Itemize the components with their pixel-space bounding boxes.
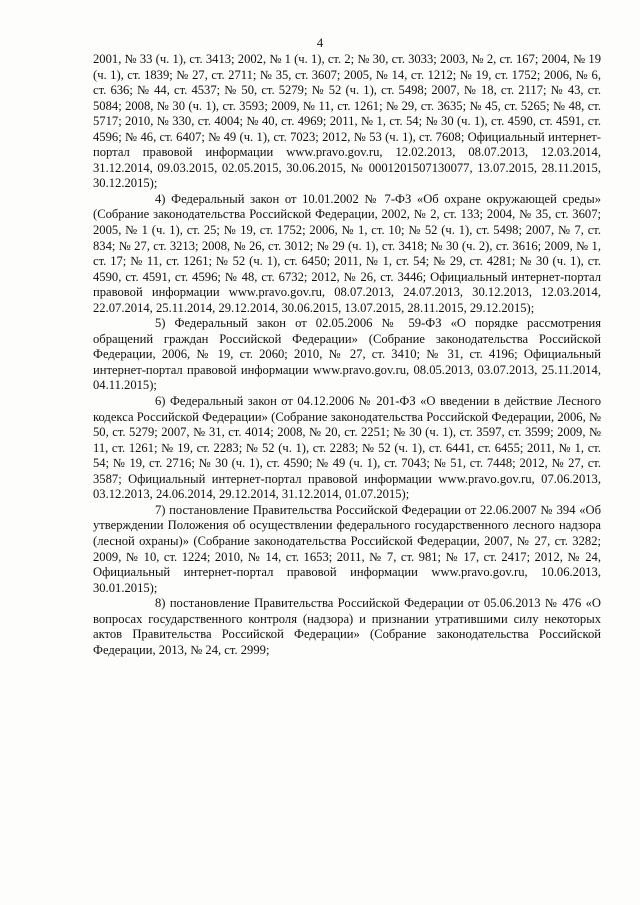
paragraph-continuation: 2001, № 33 (ч. 1), ст. 3413; 2002, № 1 (ч. 1), ст. 2; № 30, ст. 3033; 2003, № 2, ст. 167; 2004, № 19 (ч. 1), ст. 1839; № 27, ст. 2711; № 35, ст. 3607; 2005, № 14, ст. 1212; № 19, ст. 1752; 2006, № 6, ст. 636; № 44, ст. 4537; № 50, ст. 5279; № 52 (ч. 1), ст. 5498; 2007, № 18, ст. 2117; № 43, ст. 5084; 2008, № 30 (ч. 1), ст. 3593; 2009, № 11, ст. 1261; № 29, ст. 3635; № 45, ст. 5265; № 48, ст. 5717; 2010, № 330, ст. 4004; № 40, ст. 4969; 2011, № 1, ст. 54; № 30 (ч. 1), ст. 4590, ст. 4591, ст. 4596; № 46, ст. 6407; № 49 (ч. 1), ст. 7023; 2012, № 53 (ч. 1), ст. 7608; Официальный интернет-портал правовой информации www.pravo.gov.ru, 12.02.2013, 08.07.2013, 12.03.2014, 31.12.2014, 09.03.2015, 02.05.2015, 30.06.2015, № 0001201507130077, 13.07.2015, 28.11.2015, 30.12.2015);	[93, 52, 601, 191]
paragraph-item-6: 6) Федеральный закон от 04.12.2006 № 201-ФЗ «О введении в действие Лесного кодекса Российской Федерации» (Собрание законодательства Российской Федерации, 2006, № 50, ст. 5279; 2007, № 31, ст. 4014; 2008, № 20, ст. 2251; № 30 (ч. 1), ст. 3597, ст. 3599; 2009, № 11, ст. 1261; № 19, ст. 2283; № 52 (ч. 1), ст. 2283; № 52 (ч. 1), ст. 6441, ст. 6455; 2011, № 1, ст. 54; № 19, ст. 2716; № 30 (ч. 1), ст. 4590; № 49 (ч. 1), ст. 7043; № 51, ст. 7448; 2012, № 27, ст. 3587; Официальный интернет-портал правовой информации www.pravo.gov.ru, 07.06.2013, 03.12.2013, 24.06.2014, 29.12.2014, 31.12.2014, 01.07.2015);	[93, 394, 601, 502]
page-number: 4	[316, 35, 324, 50]
paragraph-item-5: 5) Федеральный закон от 02.05.2006 № 59-ФЗ «О порядке рассмотрения обращений граждан Российской Федерации» (Собрание законодательства Российской Федерации, 2006, № 19, ст. 2060; 2010, № 27, ст. 3410; № 31, ст. 4196; Официальный интернет-портал правовой информации www.pravo.gov.ru, 08.05.2013, 03.07.2013, 25.11.2014, 04.11.2015);	[93, 316, 601, 393]
paragraph-item-8: 8) постановление Правительства Российской Федерации от 05.06.2013 № 476 «О вопросах государственного контроля (надзора) и признании утратившими силу некоторых актов Правительства Российской Федерации» (Собрание законодательства Российской Федерации, 2013, № 24, ст. 2999;	[93, 596, 601, 657]
paragraph-item-7: 7) постановление Правительства Российской Федерации от 22.06.2007 № 394 «Об утверждении Положения об осуществлении федерального государственного лесного надзора (лесной охраны)» (Собрание законодательства Российской Федерации, 2007, № 27, ст. 3282; 2009, № 10, ст. 1224; 2010, № 14, ст. 1653; 2011, № 7, ст. 981; № 17, ст. 2417; 2012, № 24, Официальный интернет-портал правовой информации www.pravo.gov.ru, 10.06.2013, 30.01.2015);	[93, 502, 601, 595]
document-body	[93, 52, 601, 658]
paragraph-item-4: 4) Федеральный закон от 10.01.2002 № 7-ФЗ «Об охране окружающей среды» (Собрание законодательства Российской Федерации, 2002, № 2, ст. 133; 2004, № 35, ст. 3607; 2005, № 1 (ч. 1), ст. 25; № 19, ст. 1752; 2006, № 1, ст. 10; № 52 (ч. 1), ст. 5498; 2007, № 7, ст. 834; № 27, ст. 3213; 2008, № 26, ст. 3012; № 29 (ч. 1), ст. 3418; № 30 (ч. 2), ст. 3616; 2009, № 1, ст. 17; № 11, ст. 1261; № 52 (ч. 1), ст. 6450; 2011, № 1, ст. 54; № 29, ст. 4281; № 30 (ч. 1), ст. 4590, ст. 4591, ст. 4596; № 48, ст. 6732; 2012, № 26, ст. 3446; Официальный интернет-портал правовой информации www.pravo.gov.ru, 08.07.2013, 24.07.2013, 30.12.2013, 12.03.2014, 22.07.2014, 25.11.2014, 29.12.2014, 30.06.2015, 13.07.2015, 28.11.2015, 29.12.2015);	[93, 191, 601, 315]
